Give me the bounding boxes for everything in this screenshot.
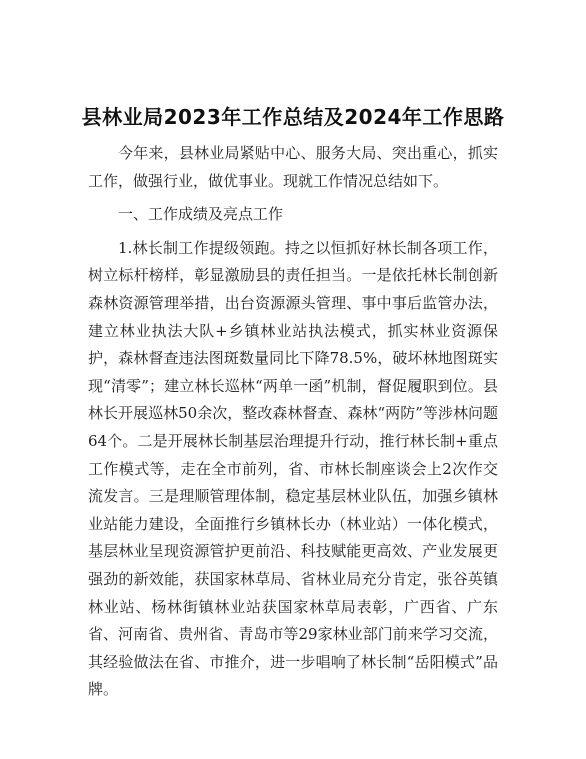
document-body [88, 140, 498, 704]
intro-paragraph: 今年来，县林业局紧贴中心、服务大局、突出重心，抓实工作，做强行业，做优事业。现就工作情况总结如下。 [88, 144, 498, 190]
section-heading: 一、工作成绩及亮点工作 [118, 205, 284, 224]
body-paragraph: 1.林长制工作提级领跑。持之以恒抓好林长制各项工作，树立标杆榜样，彰显激励县的责任担当。一是依托林长制创新森林资源管理举措，出台资源源头管理、事中事后监管办法，建立林业执法大队+乡镇林业站执法模式，抓实林业资源保护，森林督查违法图斑数量同比下降78.5%，破坏林地图斑实现“清零”；建立林长巡林“两单一函”机制，督促履职到位。县林长开展巡林50余次，整改森林督查、森林“两防”等涉林问题64个。二是开展林长制基层治理提升行动，推行林长制+重点工作模式等，走在全市前列，省、市林长制座谈会上2次作交流发言。三是理顺管理体制，稳定基层林业队伍，加强乡镇林业站能力建设，全面推行乡镇林长办（林业站）一体化模式，基层林业呈现资源管护更前沿、科技赋能更高效、产业发展更强劲的新效能，获国家林草局、省林业局充分肯定，张谷英镇林业站、杨林街镇林业站获国家林草局表彰，广西省、广东省、河南省、贵州省、青岛市等29家林业部门前来学习交流，其经验做法在省、市推介，进一步唱响了林长制“岳阳模式”品牌。 [88, 238, 498, 699]
document-title: 县林业局2023年工作总结及2024年工作思路 [81, 105, 505, 129]
